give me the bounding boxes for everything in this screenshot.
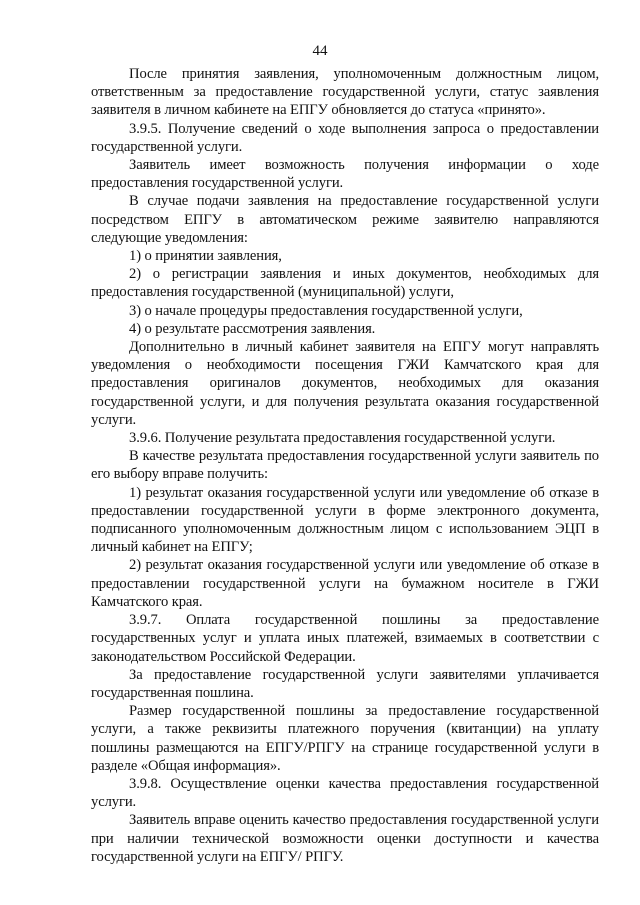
- list-item: 1) о принятии заявления,: [129, 248, 282, 265]
- section-heading-3-9-7: 3.9.7. Оплата государственной пошлины за предоставление государственных услуг и уплата иных платежей, взимаемых в соответствии с законодательством Российской Федерации.: [91, 612, 599, 665]
- paragraph: В случае подачи заявления на предоставление государственной услуги посредством ЕПГУ в автоматическом режиме заявителю направляются следующие уведомления:: [91, 193, 599, 246]
- list-item: 2) о регистрации заявления и иных документов, необходимых для предоставления государственной (муниципальной) услуги,: [91, 266, 599, 301]
- paragraph: Заявитель вправе оценить качество предоставления государственной услуги при наличии технической возможности оценки доступности и качества государственной услуги на ЕПГУ/ РПГУ.: [91, 812, 599, 865]
- list-item: 1) результат оказания государственной услуги или уведомление об отказе в предоставлении государственной услуги в форме электронного документа, подписанного уполномоченным должностным лицом с использованием ЭЦП в личный кабинет на ЕПГУ;: [91, 484, 599, 556]
- paragraph: Дополнительно в личный кабинет заявителя на ЕПГУ могут направлять уведомления о необходимости посещения ГЖИ Камчатского края для предоставления оригиналов документов, необходимых для оказания государственной услуги, и для получения результата оказания государственной услуги.: [91, 339, 599, 428]
- list-item: 2) результат оказания государственной услуги или уведомление об отказе в предоставлении государственной услуги на бумажном носителе в ГЖИ Камчатского края.: [91, 557, 599, 610]
- paragraph: После принятия заявления, уполномоченным должностным лицом, ответственным за предоставление государственной услуги, статус заявления заявителя в личном кабинете на ЕПГУ обновляется до статуса «принято».: [91, 66, 599, 119]
- page-number: 44: [312, 43, 328, 59]
- paragraph: За предоставление государственной услуги заявителями уплачивается государственная пошлина.: [91, 666, 599, 701]
- paragraph: Размер государственной пошлины за предоставление государственной услуги, а также реквизиты платежного поручения (квитанции) на уплату пошлины размещаются на ЕПГУ/РПГУ на странице государственной услуги в разделе «Общая информация».: [91, 703, 599, 774]
- document-body: [91, 65, 599, 866]
- list-item: 4) о результате рассмотрения заявления.: [129, 320, 376, 337]
- paragraph: В качестве результата предоставления государственной услуги заявитель по его выбору вправе получить:: [91, 448, 599, 483]
- list-item: 3) о начале процедуры предоставления государственной услуги,: [129, 302, 523, 319]
- paragraph: Заявитель имеет возможность получения информации о ходе предоставления государственной услуги.: [91, 157, 599, 192]
- section-heading-3-9-8: 3.9.8. Осуществление оценки качества предоставления государственной услуги.: [91, 775, 599, 811]
- section-heading-3-9-5: 3.9.5. Получение сведений о ходе выполнения запроса о предоставлении государственной услуги.: [91, 120, 599, 155]
- section-heading-3-9-6: 3.9.6. Получение результата предоставления государственной услуги.: [129, 430, 556, 447]
